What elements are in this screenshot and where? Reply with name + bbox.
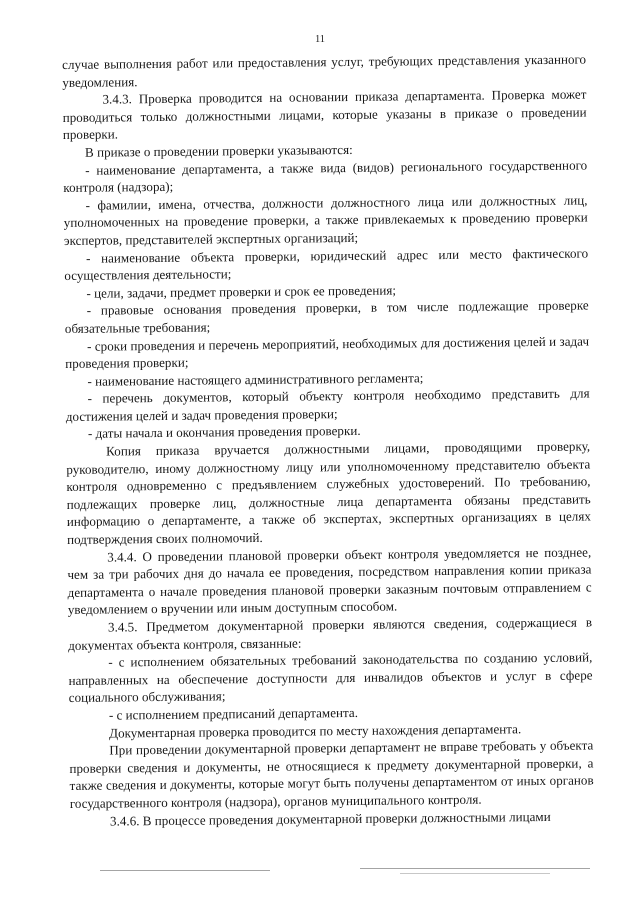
footer-scan-marks (100, 866, 600, 886)
paragraph: При проведении документарной проверки департамент не вправе требовать у объекта проверки сведения и документы, не относящиеся к предмету документарной проверки, а также сведения и документы, которые могут быть получены департаментом от иных органов государственного контроля (надзора), органов муниципального контроля. (69, 737, 594, 811)
paragraph: - даты начала и окончания проведения проверки. (87, 423, 361, 442)
paragraph: - наименование объекта проверки, юридический адрес или место фактического осуществления деятельности; (64, 245, 589, 284)
paragraph: Документарная проверка проводится по месту нахождения департамента. (109, 720, 522, 741)
paragraph: случае выполнения работ или предоставления услуг, требующих представления указанного уведомления. (62, 51, 587, 90)
paragraph: - правовые основания проведения проверки, в том числе подлежащие проверке обязательные требования; (64, 297, 589, 336)
paragraph: - с исполнением предписаний департамента. (108, 704, 359, 723)
paragraph: - с исполнением обязательных требований законодательства по созданию условий, направленных на обеспечение доступности для инвалидов объектов и услуг в сфере социального обслуживания; (68, 649, 593, 706)
page-number: 11 (314, 34, 326, 45)
paragraph: - наименование настоящего административного регламента; (87, 369, 424, 389)
paragraph: - перечень документов, который объекту контроля необходимо представить для достижения целей и задач проведения проверки; (65, 385, 590, 424)
paragraph: 3.4.5. Предметом документарной проверки являются сведения, содержащиеся в документах объекта контроля, связанные: (68, 614, 593, 653)
paragraph: - фамилии, имена, отчества, должности должностного лица или должностных лиц, уполномоченных на проведение проверки, а также привлекаемых к проведению проверки экспертов, представителей экспертных организаций; (63, 192, 588, 248)
paragraph: 3.4.3. Проверка проводится на основании приказа департамента. Проверка может проводиться только должностными лицами, которые указаны в приказе о проведении проверки. (62, 86, 587, 143)
paragraph: - сроки проведения и перечень мероприятий, необходимых для достижения целей и задач проведения проверки; (65, 332, 590, 372)
paragraph: 3.4.6. В процессе проведения документарной проверки должностными лицами (109, 808, 551, 829)
paragraph: Копия приказа вручается должностными лицами, проводящими проверку, руководителю, иному должностному лицу или уполномоченному представителю объекта контроля одновременно с предъявлением служебных удостоверений. По требованию, подлежащих проверке лиц, должностные лица департамента обязаны представить информацию о департаменте, а также об экспертах, экспертных организациях в целях подтверждения своих полномочий. (66, 438, 591, 548)
paragraph: - наименование департамента, а также вида (видов) регионального государственного контроля (надзора); (63, 157, 588, 196)
paragraph: - цели, задачи, предмет проверки и срок ее проведения; (86, 282, 397, 301)
paragraph: В приказе о проведении проверки указываются: (84, 141, 353, 160)
paragraph: 3.4.4. О проведении плановой проверки объект контроля уведомляется не позднее, чем за три рабочих дня до начала ее проведения, посредством направления копии приказа департамента о начале проведения плановой проверки заказным почтовым отправлением с уведомлением о вручении или иным доступным способом. (67, 544, 592, 618)
document-body (62, 51, 594, 831)
